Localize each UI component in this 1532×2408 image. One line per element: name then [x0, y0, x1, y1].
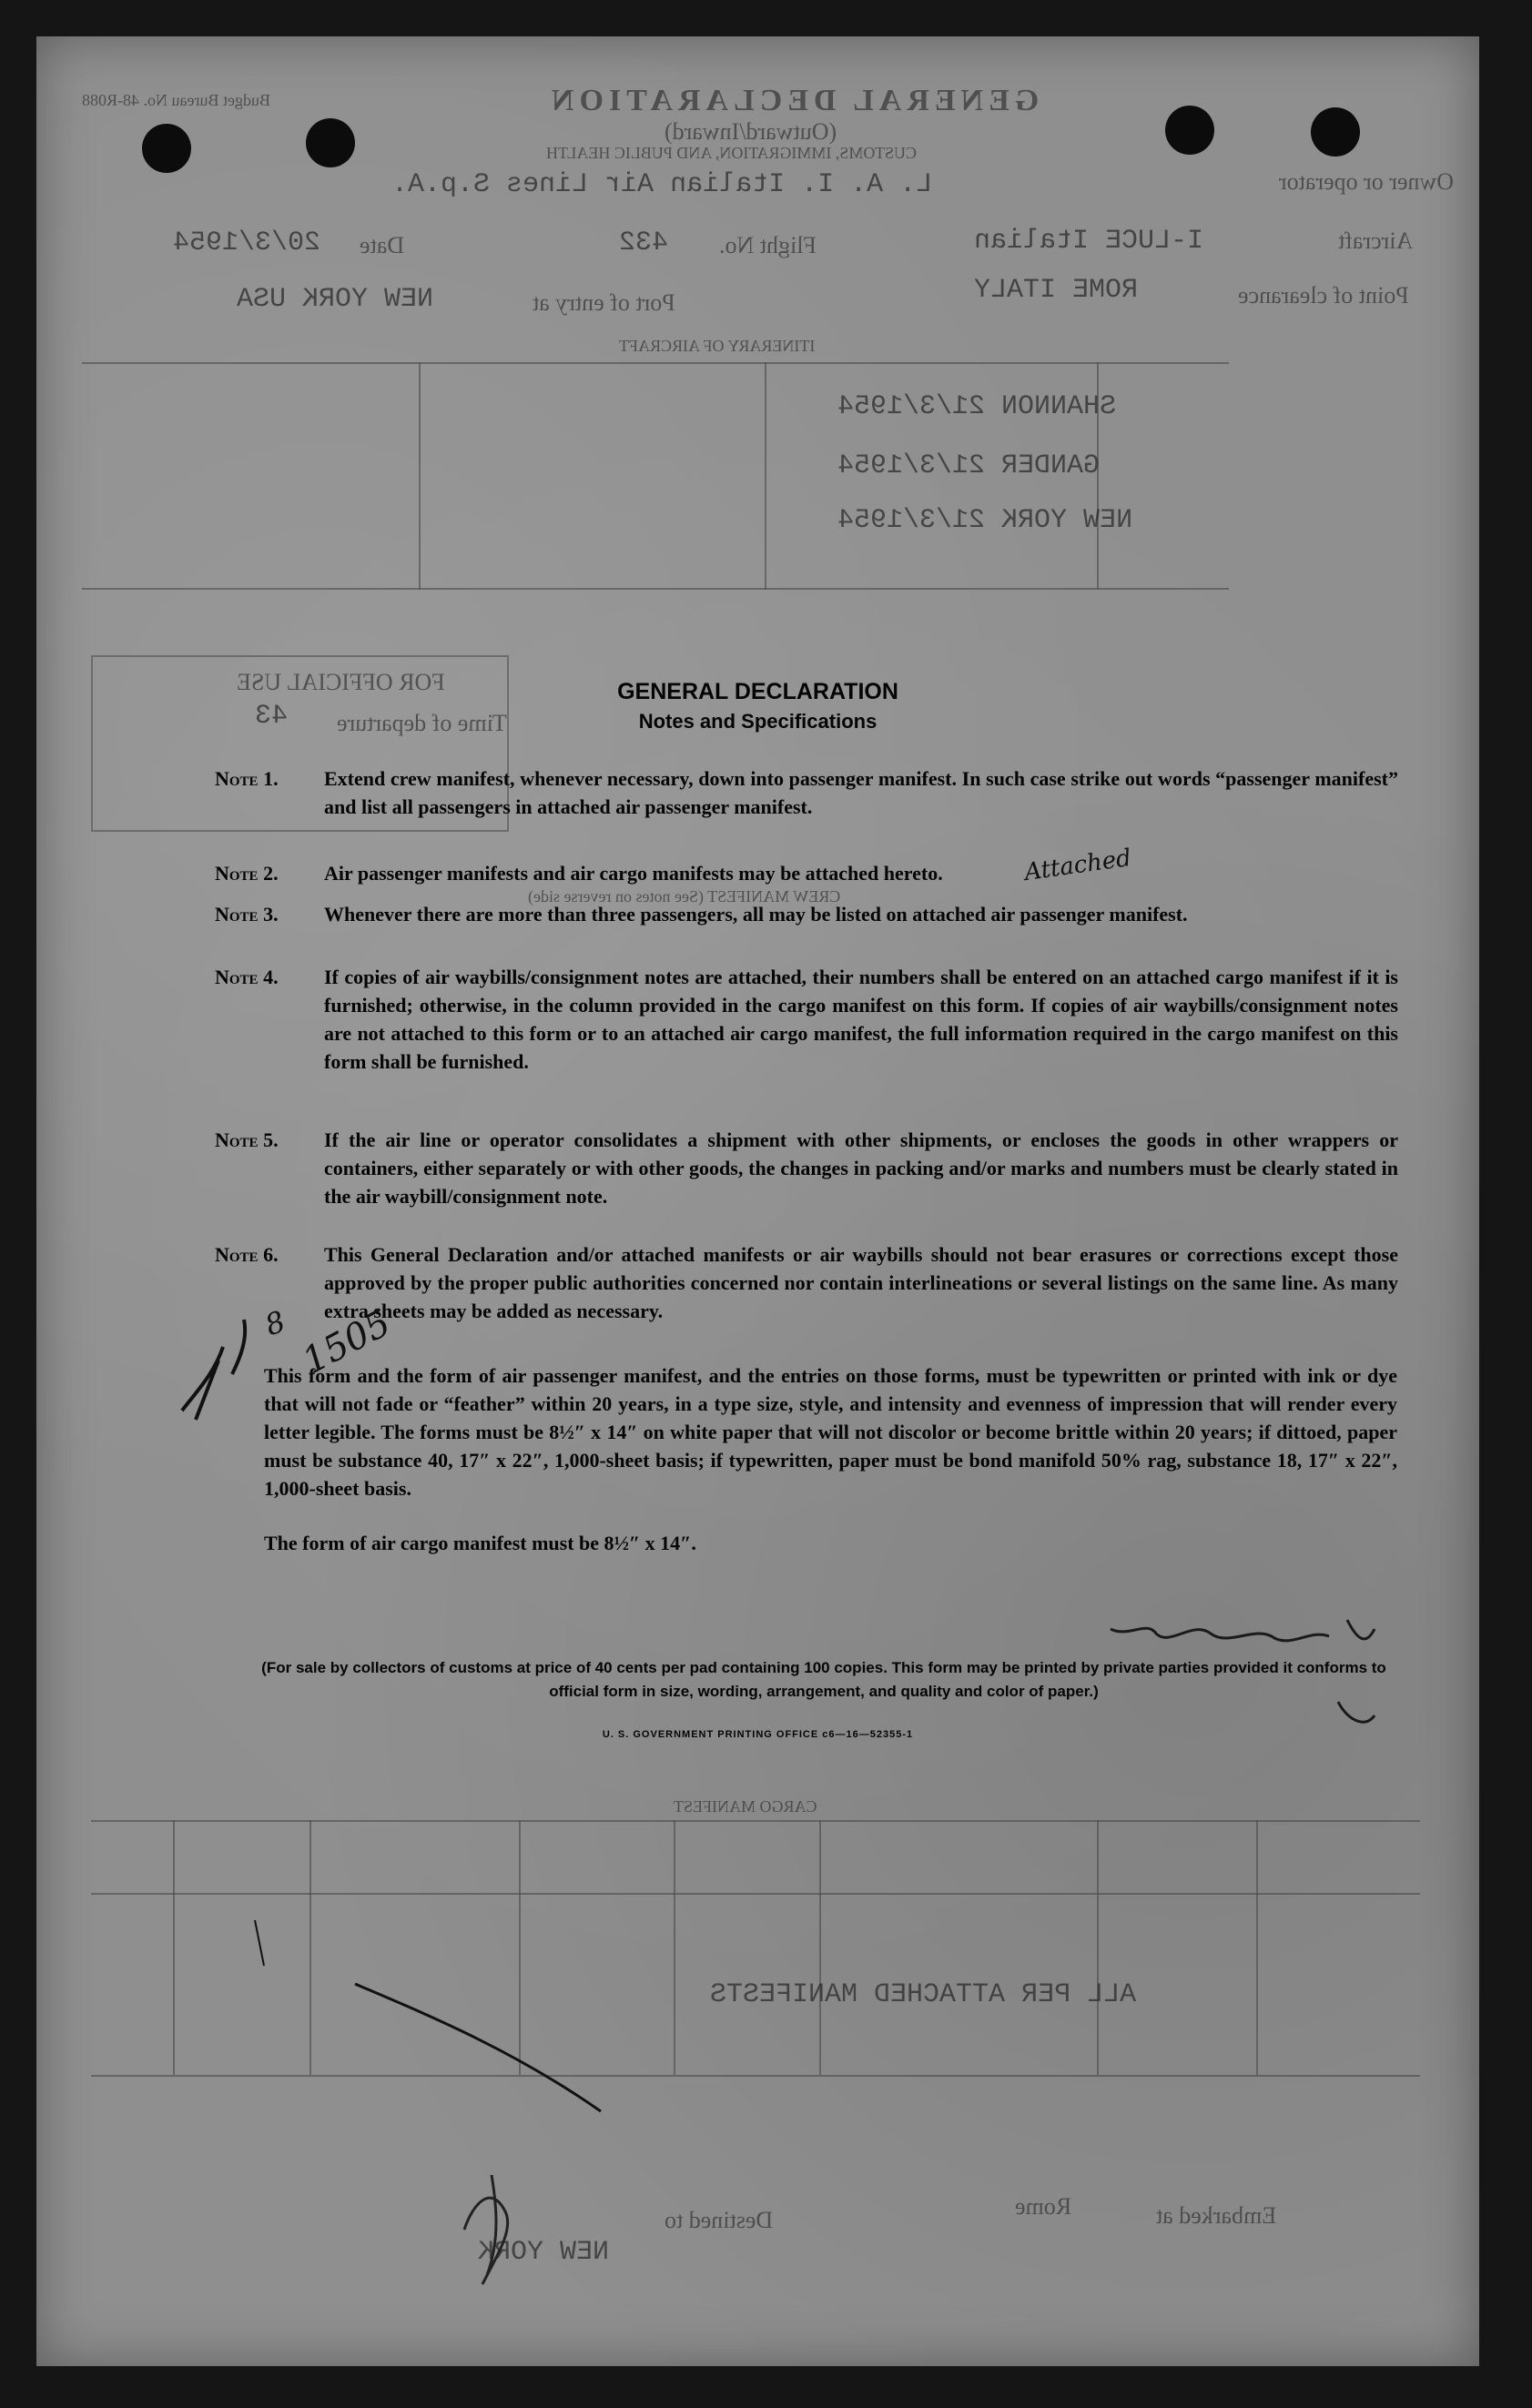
- ghost-itinerary-row-2: GANDER 21/3/1954: [837, 450, 1101, 481]
- ghost-aircraft-value: I-LUCE Italian: [974, 226, 1204, 257]
- handwriting-strokes: [36, 36, 1479, 2366]
- sale-notice: (For sale by collectors of customs at price of 40 cents per pad containing 100 copies. This form may be printed by private parties provided it conforms to official form in size, wording, arrangement, and quality and color of paper.): [261, 1659, 1386, 1700]
- ghost-clearance-label: Point of clearance: [1238, 282, 1409, 309]
- note-3-label: Note 3.: [215, 903, 279, 926]
- heading-title: GENERAL DECLARATION: [617, 679, 898, 704]
- ghost-entry-value: NEW YORK USA: [237, 284, 434, 315]
- ghost-itinerary-label: ITINERARY OF AIRCRAFT: [619, 337, 816, 355]
- ghost-clearance-value: ROME ITALY: [974, 275, 1139, 306]
- ghost-entry-label: Port of entry at: [533, 289, 675, 316]
- ghost-itinerary-row-1: SHANNON 21/3/1954: [837, 391, 1117, 422]
- note-5-label: Note 5.: [215, 1128, 279, 1151]
- note-1-text: Extend crew manifest, whenever necessary, down into passenger manifest. In such case strike out words “passenger manifest” and list all passengers in attached air passenger manifest.: [324, 767, 1398, 818]
- ghost-aircraft-label: Aircraft: [1338, 228, 1414, 254]
- notes-and-specifications: [36, 36, 1479, 2366]
- ghost-owner-value: L. A. I. Italian Air Lines S.p.A.: [391, 169, 933, 200]
- tick-mark: [255, 1920, 264, 1966]
- signature-stroke-2: [1338, 1702, 1375, 1722]
- ghost-time-label: Time of departure: [337, 710, 507, 736]
- ghost-crew-manifest: CREW MANIFEST (See notes on reverse side): [528, 887, 841, 906]
- handwritten-annotation-note2: Attached: [1022, 844, 1133, 887]
- bottom-signature: [464, 2175, 508, 2284]
- ghost-destined-label: Destined to: [665, 2207, 774, 2233]
- ghost-destined-value: NEW YORK: [478, 2237, 610, 2268]
- ghost-flight-value: 432: [619, 228, 669, 258]
- note-3-text: Whenever there are more than three passengers, all may be listed on attached air passenger manifest.: [324, 903, 1188, 926]
- note-6-label: Note 6.: [215, 1243, 279, 1266]
- ghost-cargo-attached: ALL PER ATTACHED MANIFESTS: [710, 1979, 1137, 2010]
- ghost-cargo-manifest-label: CARGO MANIFEST: [674, 1797, 817, 1816]
- ghost-time-value: 43: [255, 701, 289, 732]
- cargo-form-rule: The form of air cargo manifest must be 8½″ x 14″.: [264, 1532, 696, 1554]
- handwritten-margin-number: 1505: [296, 1301, 398, 1383]
- heading-subtitle: Notes and Specifications: [638, 710, 878, 733]
- note-2-label: Note 2.: [215, 862, 279, 885]
- ghost-agency: CUSTOMS, IMMIGRATION, AND PUBLIC HEALTH: [546, 144, 918, 162]
- ghost-owner-label: Owner or operator: [1279, 168, 1455, 195]
- signature-stroke: [1111, 1620, 1375, 1641]
- printer-line: U. S. GOVERNMENT PRINTING OFFICE c6—16—52355-1: [602, 1729, 914, 1740]
- declaration-sheet: [36, 36, 1479, 2366]
- ghost-embarked-value: Rome: [1015, 2193, 1072, 2220]
- ghost-date-value: 20/3/1954: [173, 228, 321, 258]
- ghost-budget: Budget Bureau No. 48-R088: [82, 91, 270, 109]
- note-2-text: Air passenger manifests and air cargo manifests may be attached hereto.: [324, 862, 943, 885]
- ghost-date-label: Date: [360, 232, 405, 258]
- ghost-form-subtitle: (Outward/Inward): [665, 118, 837, 145]
- note-5-text: If the air line or operator consolidates a shipment with other shipments, or encloses the goods in other wrappers or containers, either separately or with other goods, the changes in packing and/or marks and numbers must be clearly stated in the air waybill/consignment note.: [324, 1128, 1398, 1208]
- ghost-itinerary-row-3: NEW YORK 21/3/1954: [837, 505, 1133, 536]
- note-1-label: Note 1.: [215, 767, 279, 790]
- paper-specification-paragraph: This form and the form of air passenger manifest, and the entries on those forms, must be typewritten or printed with ink or dye that will not fade or “feather” within 20 years, in a type size, style, and intensity and evenness of impression that will render every letter legible. The forms must be 8½″ x 14″ on white paper that will not discolor or become brittle within 20 years; if dittoed, paper must be substance 40, 17″ x 22″, 1,000-sheet basis; if typewritten, paper must be bond manifold 50% rag, substance 18, 17″ x 22″, 1,000-sheet basis.: [264, 1364, 1397, 1500]
- ghost-flight-label: Flight No.: [719, 232, 817, 258]
- note-6-text: This General Declaration and/or attached manifests or air waybills should not bear erasures or corrections except those approved by the proper public authorities concerned nor contain interlineations or several listings on the same line. As many extra sheets may be added as necessary.: [324, 1243, 1398, 1322]
- ghost-official-use-label: FOR OFFICIAL USE: [237, 669, 445, 695]
- handwritten-margin-digit: 8: [260, 1303, 290, 1343]
- note-4-label: Note 4.: [215, 966, 279, 988]
- note-4-text: If copies of air waybills/consignment notes are attached, their numbers shall be entered on an attached cargo manifest if it is furnished; otherwise, in the column provided in the cargo manifest on this form. If copies of air waybills/consignment notes are not attached to this form or to an attached air cargo manifest, the full information required in the cargo manifest on this form shall be furnished.: [324, 966, 1398, 1073]
- margin-scrawl: [182, 1320, 245, 1420]
- cancel-diagonal-line: [355, 1984, 601, 2111]
- ghost-form-title: GENERAL DECLARATION: [546, 84, 1040, 117]
- ghost-embarked-label: Embarked at: [1156, 2202, 1277, 2229]
